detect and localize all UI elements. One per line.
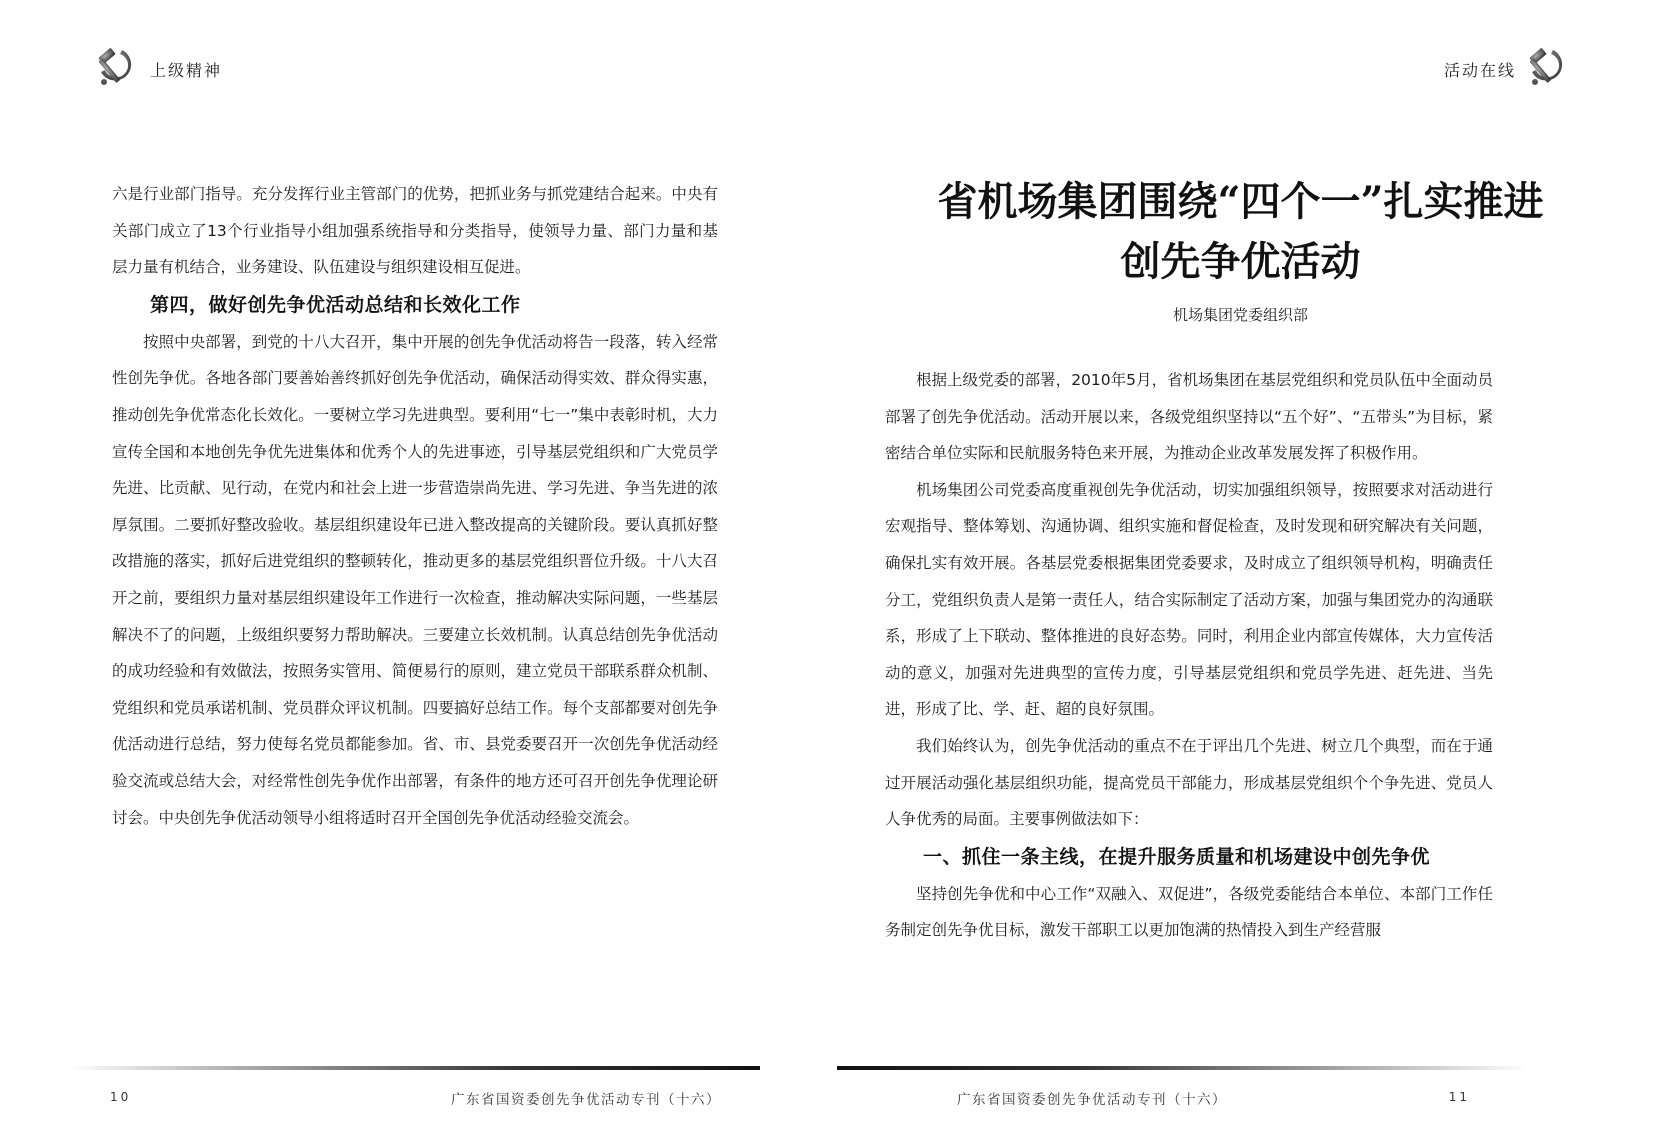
hammer-and-sickle-icon [1524,44,1570,90]
paragraph: 六是行业部门指导。充分发挥行业主管部门的优势，把抓业务与抓党建结合起来。中央有关部门成立了13个行业指导小组加强系统指导和分类指导，使领导力量、部门力量和基层力量有机结合，业务建设、队伍建设与组织建设相互促进。 [112,185,718,277]
right-body-text [885,362,1493,949]
section-heading: 一、抓住一条主线，在提升服务质量和机场建设中创先争优 [923,845,1431,868]
hammer-and-sickle-icon [93,44,139,90]
footer-title: 广东省国资委创先争优活动专刊（十六） [451,1092,721,1108]
section-tag: 活动在线 [1443,61,1516,80]
page-number: 11 [1448,1090,1470,1104]
paragraph: 根据上级党委的部署，2010年5月，省机场集团在基层党组织和党员队伍中全面动员部署了创先争优活动。活动开展以来，各级党组织坚持以“五个好”、“五带头”为目标，紧密结合单位实际和民航服务特色来开展，为推动企业改革发展发挥了积极作用。 [885,371,1493,463]
paragraph: 按照中央部署，到党的十八大召开，集中开展的创先争优活动将告一段落，转入经常性创先争优。各地各部门要善始善终抓好创先争优活动，确保活动得实效、群众得实惠，推动创先争优常态化长效化。一要树立学习先进典型。要利用“七一”集中表彰时机，大力宣传全国和本地创先争优先进集体和优秀个人的先进事迹，引导基层党组织和广大党员学先进、比贡献、见行动，在党内和社会上进一步营造崇尚先进、学习先进、争当先进的浓厚氛围。二要抓好整改验收。基层组织建设年已进入整改提高的关键阶段。要认真抓好整改措施的落实，抓好后进党组织的整顿转化，推动更多的基层党组织晋位升级。十八大召开之前，要组织力量对基层组织建设年工作进行一次检查，推动解决实际问题，一些基层解决不了的问题，上级组织要努力帮助解决。三要建立长效机制。认真总结创先争优活动的成功经验和有效做法，按照务实管用、简便易行的原则，建立党员干部联系群众机制、党组织和党员承诺机制、党员群众评议机制。四要搞好总结工作。每个支部都要对创先争优活动进行总结，努力使每名党员都能参加。省、市、县党委要召开一次创先争优活动经验交流或总结大会，对经常性创先争优作出部署，有条件的地方还可召开创先争优理论研讨会。中央创先争优活动领导小组将适时召开全国创先争优活动经验交流会。 [112,332,718,827]
footer-title: 广东省国资委创先争优活动专刊（十六） [957,1092,1227,1108]
article-title-line2: 创先争优活动 [1120,238,1361,285]
right-page [827,0,1654,1130]
article-title-line1: 省机场集团围绕“四个一”扎实推进 [937,178,1544,225]
footer-divider [837,1066,1527,1070]
section-tag: 上级精神 [150,61,223,80]
article-byline: 机场集团党委组织部 [1172,306,1308,324]
paragraph: 坚持创先争优和中心工作“双融入、双促进”，各级党委能结合本单位、本部门工作任务制定创先争优目标，激发干部职工以更加饱满的热情投入到生产经营服 [885,884,1493,940]
footer-divider [70,1066,760,1070]
section-heading: 第四，做好创先争优活动总结和长效化工作 [150,293,521,316]
left-body-text [112,176,718,836]
article-title [827,172,1654,292]
paragraph: 机场集团公司党委高度重视创先争优活动，切实加强组织领导，按照要求对活动进行宏观指导、整体筹划、沟通协调、组织实施和督促检查，及时发现和研究解决有关问题，确保扎实有效开展。各基层党委根据集团党委要求，及时成立了组织领导机构，明确责任分工，党组织负责人是第一责任人，结合实际制定了活动方案，加强与集团党办的沟通联系，形成了上下联动、整体推进的良好态势。同时，利用企业内部宣传媒体，大力宣传活动的意义，加强对先进典型的宣传力度，引导基层党组织和党员学先进、赶先进、当先进，形成了比、学、赶、超的良好氛围。 [885,480,1493,719]
page-number: 10 [110,1090,132,1104]
paragraph: 我们始终认为，创先争优活动的重点不在于评出几个先进、树立几个典型，而在于通过开展活动强化基层组织功能，提高党员干部能力，形成基层党组织个个争先进、党员人人争优秀的局面。主要事例做法如下： [885,736,1493,829]
